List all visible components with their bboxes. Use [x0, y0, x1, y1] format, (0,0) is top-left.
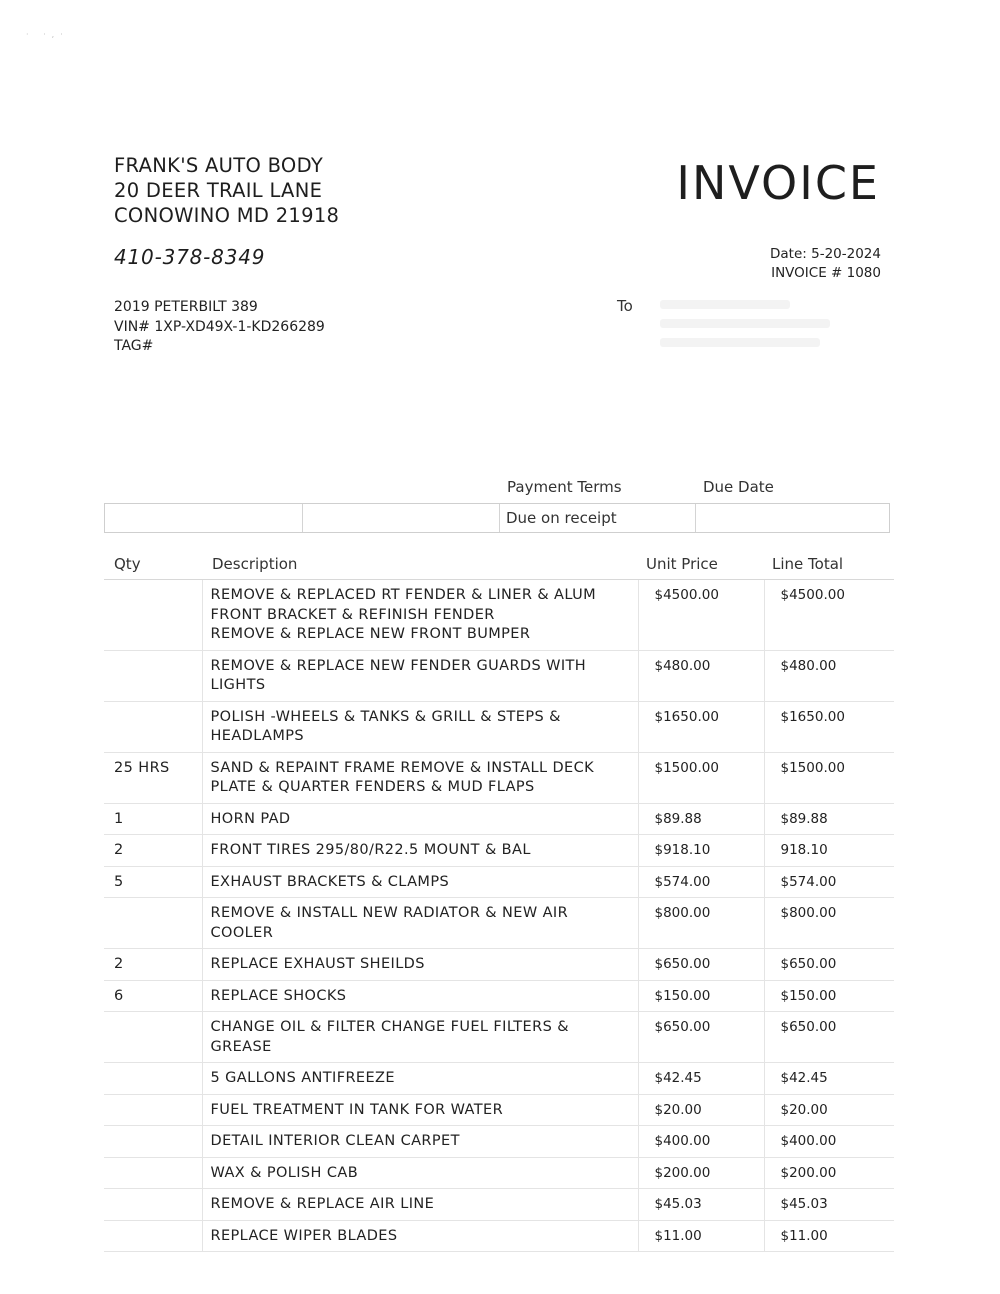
unit-price-cell: $20.00 — [638, 1094, 764, 1126]
vehicle-info — [114, 298, 325, 357]
column-header-qty: Qty — [104, 549, 202, 580]
qty-cell: 2 — [104, 835, 202, 867]
line-total-cell: $800.00 — [764, 898, 894, 949]
vehicle-model: 2019 PETERBILT 389 — [114, 299, 258, 315]
line-total-cell: $400.00 — [764, 1126, 894, 1158]
terms-row — [104, 503, 890, 533]
company-name: FRANK'S AUTO BODY — [114, 154, 324, 177]
qty-cell — [104, 1189, 202, 1221]
table-row — [104, 1094, 894, 1126]
table-row — [104, 1157, 894, 1189]
table-row — [104, 580, 894, 651]
company-address-line1: 20 DEER TRAIL LANE — [114, 179, 323, 202]
qty-cell — [104, 1126, 202, 1158]
table-row — [104, 835, 894, 867]
qty-cell — [104, 1063, 202, 1095]
description-cell: REMOVE & REPLACE NEW FENDER GUARDS WITH LIGHTS — [202, 650, 638, 701]
table-row — [104, 1126, 894, 1158]
line-items-table — [104, 549, 894, 1252]
document-title: INVOICE — [676, 156, 880, 210]
line-total-cell: $89.88 — [764, 803, 894, 835]
unit-price-cell: $1500.00 — [638, 752, 764, 803]
invoice-meta — [770, 245, 881, 283]
qty-cell: 2 — [104, 949, 202, 981]
due-date-label: Due Date — [703, 478, 774, 496]
company-block — [114, 153, 339, 228]
table-row — [104, 701, 894, 752]
unit-price-cell: $89.88 — [638, 803, 764, 835]
payment-terms-label: Payment Terms — [507, 478, 622, 496]
table-row — [104, 949, 894, 981]
table-row — [104, 1063, 894, 1095]
unit-price-cell: $150.00 — [638, 980, 764, 1012]
to-label: To — [617, 297, 633, 315]
line-total-cell: $480.00 — [764, 650, 894, 701]
description-cell: REMOVE & REPLACE AIR LINE — [202, 1189, 638, 1221]
line-total-cell: $574.00 — [764, 866, 894, 898]
table-row — [104, 650, 894, 701]
line-total-cell: $1500.00 — [764, 752, 894, 803]
line-total-cell: $45.03 — [764, 1189, 894, 1221]
qty-cell: 5 — [104, 866, 202, 898]
unit-price-cell: $650.00 — [638, 1012, 764, 1063]
qty-cell — [104, 898, 202, 949]
company-address-line2: CONOWINO MD 21918 — [114, 204, 340, 227]
redacted-recipient — [660, 294, 840, 354]
table-header-row — [104, 549, 894, 580]
unit-price-cell: $574.00 — [638, 866, 764, 898]
unit-price-cell: $650.00 — [638, 949, 764, 981]
unit-price-cell: $918.10 — [638, 835, 764, 867]
description-cell: HORN PAD — [202, 803, 638, 835]
company-phone: 410-378-8349 — [114, 245, 266, 269]
qty-cell — [104, 580, 202, 651]
table-row — [104, 803, 894, 835]
scan-artifact: · ·,· — [26, 30, 69, 39]
line-total-cell: $1650.00 — [764, 701, 894, 752]
invoice-number: INVOICE # 1080 — [771, 265, 881, 281]
description-cell: EXHAUST BRACKETS & CLAMPS — [202, 866, 638, 898]
qty-cell — [104, 1157, 202, 1189]
description-cell: DETAIL INTERIOR CLEAN CARPET — [202, 1126, 638, 1158]
line-total-cell: $650.00 — [764, 1012, 894, 1063]
unit-price-cell: $42.45 — [638, 1063, 764, 1095]
table-row — [104, 980, 894, 1012]
vehicle-tag: TAG# — [114, 338, 154, 354]
qty-cell — [104, 701, 202, 752]
qty-cell: 25 HRS — [104, 752, 202, 803]
due-date-value — [696, 504, 889, 532]
table-row — [104, 1189, 894, 1221]
unit-price-cell: $1650.00 — [638, 701, 764, 752]
qty-cell: 6 — [104, 980, 202, 1012]
line-total-cell: $20.00 — [764, 1094, 894, 1126]
payment-terms-value: Due on receipt — [500, 504, 696, 532]
description-cell: CHANGE OIL & FILTER CHANGE FUEL FILTERS & GREASE — [202, 1012, 638, 1063]
table-row — [104, 866, 894, 898]
qty-cell — [104, 1220, 202, 1252]
qty-cell — [104, 1094, 202, 1126]
column-header-description: Description — [202, 549, 638, 580]
line-total-cell: 918.10 — [764, 835, 894, 867]
table-row — [104, 898, 894, 949]
description-cell: POLISH -WHEELS & TANKS & GRILL & STEPS & HEADLAMPS — [202, 701, 638, 752]
description-cell: REPLACE EXHAUST SHEILDS — [202, 949, 638, 981]
unit-price-cell: $400.00 — [638, 1126, 764, 1158]
column-header-unit-price: Unit Price — [638, 549, 764, 580]
description-cell: 5 GALLONS ANTIFREEZE — [202, 1063, 638, 1095]
line-total-cell: $200.00 — [764, 1157, 894, 1189]
table-row — [104, 1012, 894, 1063]
unit-price-cell: $11.00 — [638, 1220, 764, 1252]
qty-cell — [104, 1012, 202, 1063]
qty-cell — [104, 650, 202, 701]
table-row — [104, 752, 894, 803]
line-total-cell: $4500.00 — [764, 580, 894, 651]
vehicle-vin: VIN# 1XP-XD49X-1-KD266289 — [114, 318, 325, 335]
description-cell: WAX & POLISH CAB — [202, 1157, 638, 1189]
line-total-cell: $42.45 — [764, 1063, 894, 1095]
line-total-cell: $150.00 — [764, 980, 894, 1012]
description-cell: REMOVE & INSTALL NEW RADIATOR & NEW AIR COOLER — [202, 898, 638, 949]
unit-price-cell: $4500.00 — [638, 580, 764, 651]
unit-price-cell: $800.00 — [638, 898, 764, 949]
description-cell: REMOVE & REPLACED RT FENDER & LINER & ALUM FRONT BRACKET & REFINISH FENDER REMOVE & REPLACE NEW FRONT BUMPER — [202, 580, 638, 651]
line-total-cell: $650.00 — [764, 949, 894, 981]
description-cell: REPLACE SHOCKS — [202, 980, 638, 1012]
qty-cell: 1 — [104, 803, 202, 835]
terms-cell-empty — [105, 504, 303, 532]
invoice-date: Date: 5-20-2024 — [770, 246, 881, 262]
table-row — [104, 1220, 894, 1252]
description-cell: FRONT TIRES 295/80/R22.5 MOUNT & BAL — [202, 835, 638, 867]
description-cell: SAND & REPAINT FRAME REMOVE & INSTALL DECK PLATE & QUARTER FENDERS & MUD FLAPS — [202, 752, 638, 803]
terms-cell-empty — [303, 504, 500, 532]
description-cell: REPLACE WIPER BLADES — [202, 1220, 638, 1252]
column-header-line-total: Line Total — [764, 549, 894, 580]
unit-price-cell: $45.03 — [638, 1189, 764, 1221]
unit-price-cell: $480.00 — [638, 650, 764, 701]
unit-price-cell: $200.00 — [638, 1157, 764, 1189]
line-total-cell: $11.00 — [764, 1220, 894, 1252]
description-cell: FUEL TREATMENT IN TANK FOR WATER — [202, 1094, 638, 1126]
